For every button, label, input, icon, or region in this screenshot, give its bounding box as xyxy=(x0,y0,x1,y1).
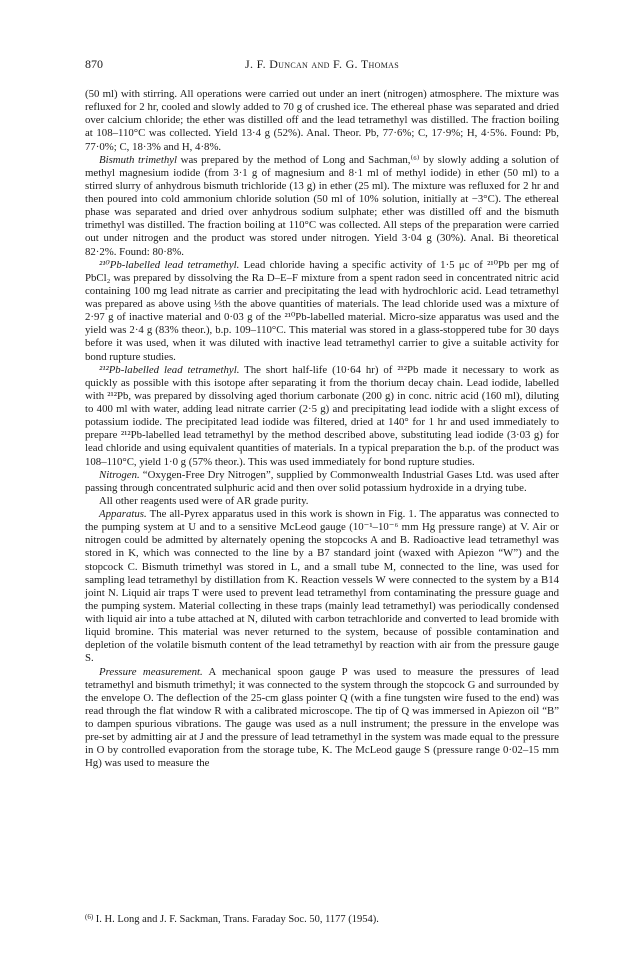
footnote xyxy=(85,911,559,926)
paragraph-nitrogen: Nitrogen. “Oxygen-Free Dry Nitrogen”, supplied by Commonwealth Industrial Gases Ltd. was used after passing through concentrated sulphuric acid and then over solid potassium hydroxide in a drying tube. xyxy=(85,468,559,494)
footnote-marker: (6) xyxy=(85,913,94,921)
body-text xyxy=(85,88,559,771)
footnote-text: I. H. Long and J. F. Sackman, Trans. Faraday Soc. 50, 1177 (1954). xyxy=(95,914,379,925)
page-header xyxy=(85,57,559,75)
paragraph-pressure-measurement: Pressure measurement. A mechanical spoon gauge P was used to measure the pressures of lead tetramethyl and bismuth trimethyl; it was connected to the system through the stopcock G and surrounded by the envelope O. The deflection of the 25-cm glass pointer Q (with a fine tungsten wire fused to the end) was read through the flat window R with a calibrated microscope. The tip of Q was immersed in Apiezon oil “B” to dampen spurious vibrations. The gauge was used as a null instrument; the pressure in the envelope was pre-set by admitting air at J and the pressure of lead tetramethyl in the system was made equal to the pressure in O by controlled evaporation from the storage tube, K. The McLeod gauge S (pressure range 0·02–15 mm Hg) was used to measure the xyxy=(85,665,559,770)
page-number: 870 xyxy=(85,57,103,71)
paragraph-heading: Apparatus. xyxy=(99,508,147,520)
paragraph-heading: ²¹⁰Pb-labelled lead tetramethyl. xyxy=(99,258,240,271)
running-head: J. F. Duncan and F. G. Thomas xyxy=(245,57,399,71)
paragraph-heading: ²¹²Pb-labelled lead tetramethyl. xyxy=(99,363,240,376)
paragraph-heading: Nitrogen. xyxy=(99,468,140,481)
paragraph-apparatus: Apparatus. The all-Pyrex apparatus used in this work is shown in Fig. 1. The apparatus was connected to the pumping system at U and to a sensitive McLeod gauge (10⁻¹–10⁻⁶ mm Hg pressure range) at V. Air or nitrogen could be admitted by alternately opening the stopcocks A and B. Radioactive lead tetramethyl was stored in K, which was connected to the line by a B7 standard joint (waxed with Apiezon “W”) and the stopcock C. Bismuth trimethyl was stored in L, and a small tube M, connected to the line, was used for sampling lead tetramethyl by distillation from K. Reaction vessels W were connected to the system by a B14 joint N. Liquid air traps T were used to prevent lead tetramethyl from contaminating the pressure guage and the pumping system. Material collecting in these traps (mainly lead tetramethyl) was periodically condensed with liquid air into a tube attached at N, diluted with carbon tetrachloride and converted to lead bromide with liquid bromine. This material was never returned to the system, because of possible contamination and depletion of the volatile bismuth content of the lead tetramethyl by reaction with air from the pressure gauge S. xyxy=(85,508,559,665)
paragraph-reagents: All other reagents used were of AR grade purity. xyxy=(99,494,309,507)
paragraph-heading: Pressure measurement. xyxy=(99,665,203,678)
paragraph-pb210: ²¹⁰Pb-labelled lead tetramethyl. Lead chloride having a specific activity of 1·5 μc of ²¹⁰Pb per mg of PbCl₂ was prepared by dissolving the Ra D–E–F mixture from a spent radon seed in concentrated nitric acid containing 100 mg lead nitrate as carrier and precipitating the lead with hydrochloric acid. Lead tetramethyl was prepared as above using ⅓th the above quantities of materials. The lead chloride used was a mixture of 2·97 g of inactive material and 0·03 g of the ²¹⁰Pb-labelled material. Micro-size apparatus was used and the yield was 2·4 g (83% theor.), b.p. 109–110°C. This material was stored in a glass-stoppered tube for 30 days before it was used, when it was diluted with inactive lead tetramethyl carrier to give a suitable activity for bond rupture studies. xyxy=(85,258,559,363)
paragraph-bismuth-trimethyl: Bismuth trimethyl was prepared by the method of Long and Sachman,⁽⁶⁾ by slowly adding a solution of methyl magnesium iodide (from 3·1 g of magnesium and 8·1 ml of methyl iodide) in ether (50 ml) to a stirred slurry of anhydrous bismuth trichloride (13 g) in ether (25 ml). The mixture was refluxed for 2 hr and then poured into cold ammonium chloride solution (50 ml of 10% solution, initially at −3°C). The ethereal phase was separated and dried over anhydrous sodium sulphate; ether was distilled off and the bismuth trimethyl was distilled. The fraction boiling at 110°C was collected. All steps of the preparation were carried out under nitrogen and the product was stored under nitrogen. Yield 3·04 g (30%). Anal. Bi theoretical 82·2%. Found: 80·8%. xyxy=(85,153,559,258)
paragraph-pb212: ²¹²Pb-labelled lead tetramethyl. The short half-life (10·64 hr) of ²¹²Pb made it necessary to work as quickly as possible with this isotope after separating it from the thorium decay chain. Lead iodide, labelled with ²¹²Pb, was prepared by dissolving aged thorium carbonate (200 g) in conc. nitric acid (160 ml), diluting to 400 ml with water, adding lead nitrate carrier (2·5 g) and precipitating lead iodide with a slight excess of potassium iodide. The precipitated lead iodide was filtered, dried at 140° for 1 hr and used immediately to prepare ²¹²Pb-labelled lead tetramethyl by the method described above, substituting lead iodide (3·03 g) for lead chloride and using equivalent quantities of materials. In a typical preparation the b.p. of the product was 108–110°C, yield 1·0 g (57% theor.). This was used immediately for bond rupture studies. xyxy=(85,363,560,468)
paragraph-1: (50 ml) with stirring. All operations were carried out under an inert (nitrogen) atmosphere. The mixture was refluxed for 2 hr, cooled and slowly added to 70 g of crushed ice. The ethereal phase was separated and dried over calcium chloride; the ether was distilled off and the lead tetramethyl was distilled. The fraction boiling at 108–110°C was collected. Yield 13·4 g (52%). Anal. Theor. Pb, 77·6%; C, 17·9%; H, 4·5%. Found: Pb, 77·0%; C, 18·3% and H, 4·8%. xyxy=(85,88,559,153)
paragraph-heading: Bismuth trimethyl xyxy=(99,153,178,166)
